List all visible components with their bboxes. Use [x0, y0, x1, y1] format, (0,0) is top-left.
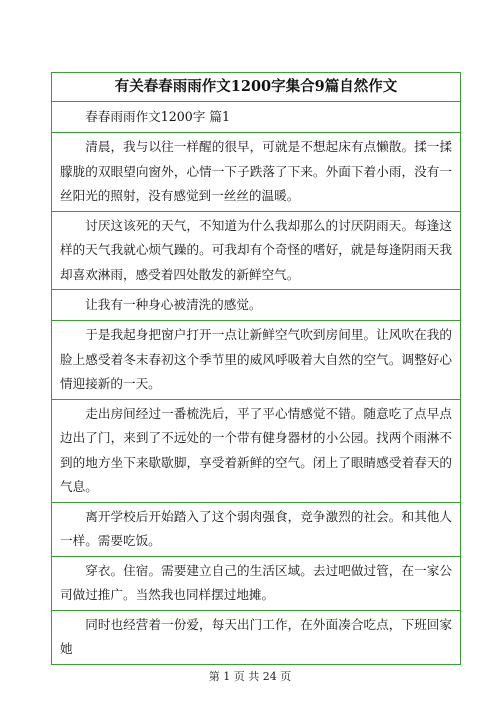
paragraph: 同时也经营着一份爱，每天出门工作，在外面凑合吃点，下班回家她: [60, 616, 452, 656]
paragraph: 走出房间经过一番梳洗后，平了平心情感觉不错。随意吃了点早点边出了门，来到了不远处的一个带有健身器材的小公园。找两个雨淋不到的地方坐下来歇歇脚，享受着新鲜的空气。闭上了眼睛感受着春天的气息。: [52, 400, 460, 503]
section-heading: 春春雨雨作文1200字 篇1: [52, 102, 460, 133]
page-number: 第 1 页 共 24 页: [208, 670, 292, 683]
paragraph: 让我有一种身心被清洗的感觉。: [52, 290, 460, 321]
paragraph: 穿衣。住宿。需要建立自己的生活区域。去过吧做过管，在一家公司做过推广。当然我也同样摆过地摊。: [52, 557, 460, 611]
paragraph: 于是我起身把窗户打开一点让新鲜空气吹到房间里。让风吹在我的脸上感受着冬末春初这个季节里的威风呼吸着大自然的空气。调整好心情迎接新的一天。: [52, 321, 460, 400]
paragraph: 离开学校后开始踏入了这个弱肉强食，竞争激烈的社会。和其他人一样。需要吃饭。: [52, 503, 460, 557]
document-table: [51, 72, 461, 665]
paragraph: 讨厌这该死的天气，不知道为什么我却那么的讨厌阴雨天。每逢这样的天气我就心烦气躁的。可我却有个奇怪的嗜好，就是每逢阴雨天我却喜欢淋雨，感受着四处散发的新鲜空气。: [52, 212, 460, 291]
document-title: 有关春春雨雨作文1200字集合9篇自然作文: [52, 73, 460, 102]
paragraph: 清晨，我与以往一样醒的很早，可就是不想起床有点懒散。揉一揉朦胧的双眼望向窗外，心情一下子跌落了下来。外面下着小雨，没有一丝阳光的照射，没有感觉到一丝丝的温暖。: [52, 133, 460, 212]
